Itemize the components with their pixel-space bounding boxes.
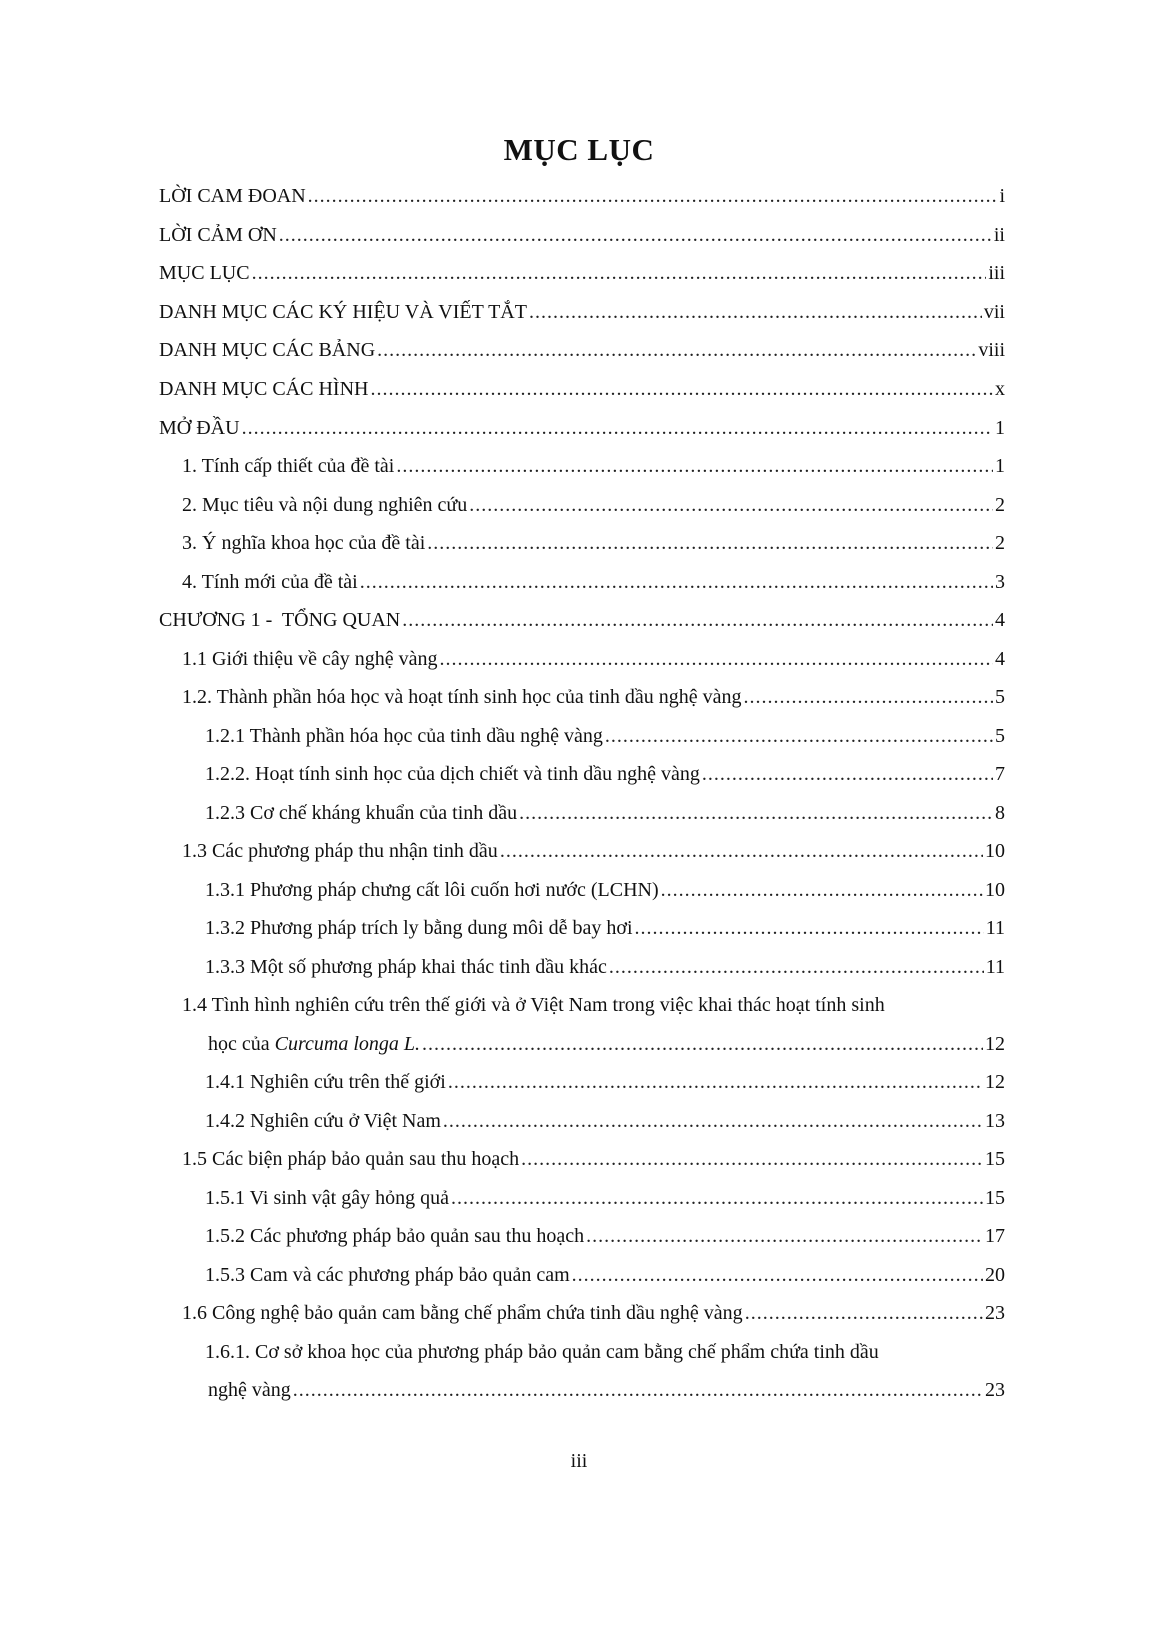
toc-entry-page: x: [995, 378, 1005, 400]
toc-entry-label: 1.2.1 Thành phần hóa học của tinh dầu nghệ vàng: [205, 725, 603, 747]
leader-dots: [242, 414, 993, 442]
toc-entry[interactable]: [208, 1030, 1005, 1058]
toc-entry-page: 11: [985, 917, 1005, 939]
toc-entry-label: 3. Ý nghĩa khoa học của đề tài: [182, 532, 426, 554]
toc-entry[interactable]: [205, 1068, 1005, 1096]
toc-entry-page: 7: [995, 763, 1005, 785]
toc-entry-first-line[interactable]: 1.4 Tình hình nghiên cứu trên thế giới và ở Việt Nam trong việc khai thác hoạt tính sinh: [182, 994, 885, 1016]
leader-dots: [519, 799, 993, 827]
toc-entry-label: 1.5 Các biện pháp bảo quản sau thu hoạch: [182, 1148, 520, 1170]
leader-dots: [500, 837, 983, 865]
toc-entry[interactable]: [182, 568, 1005, 596]
toc-entry-label: nghệ vàng: [208, 1379, 291, 1401]
toc-entry-label: 1.2. Thành phần hóa học và hoạt tính sinh học của tinh dầu nghệ vàng: [182, 686, 742, 708]
toc-entry-label: 1.4.2 Nghiên cứu ở Việt Nam: [205, 1110, 441, 1132]
leader-dots: [635, 914, 984, 942]
toc-entry[interactable]: [159, 298, 1005, 326]
toc-entry[interactable]: [182, 491, 1005, 519]
toc-entry-label: 1.6 Công nghệ bảo quản cam bằng chế phẩm chứa tinh dầu nghệ vàng: [182, 1302, 743, 1324]
toc-entry-page: ii: [993, 224, 1005, 246]
leader-dots: [605, 722, 993, 750]
toc-entry-label: CHƯƠNG 1 - TỔNG QUAN: [159, 609, 401, 631]
toc-entry-label: MỤC LỤC: [159, 262, 250, 284]
toc-entry[interactable]: [159, 336, 1005, 364]
toc-entry-page: 15: [985, 1187, 1005, 1209]
toc-entry-page: 8: [995, 802, 1005, 824]
toc-entry-label: 1.2.3 Cơ chế kháng khuẩn của tinh dầu: [205, 802, 518, 824]
toc-entry-first-line[interactable]: 1.6.1. Cơ sở khoa học của phương pháp bảo quản cam bằng chế phẩm chứa tinh dầu: [205, 1341, 879, 1363]
toc-entry[interactable]: [159, 221, 1005, 249]
toc-entry-page: 12: [985, 1071, 1005, 1093]
toc-entry-label: 1.2.2. Hoạt tính sinh học của dịch chiết và tinh dầu nghệ vàng: [205, 763, 700, 785]
toc-entry-page: 13: [985, 1110, 1005, 1132]
leader-dots: [745, 1299, 983, 1327]
toc-entry-page: 5: [995, 725, 1005, 747]
leader-dots: [443, 1107, 983, 1135]
toc-entry[interactable]: [205, 953, 1005, 981]
toc-entry-label: 2. Mục tiêu và nội dung nghiên cứu: [182, 494, 468, 516]
toc-entry[interactable]: [182, 683, 1005, 711]
leader-dots: [448, 1068, 983, 1096]
toc-entry[interactable]: [159, 182, 1005, 210]
leader-dots: [572, 1261, 983, 1289]
toc-entry[interactable]: [205, 722, 1005, 750]
toc-entry-page: 1: [995, 455, 1005, 477]
toc-entry-label: MỞ ĐẦU: [159, 417, 240, 439]
leader-dots: [377, 336, 976, 364]
toc-entry-label: 1.5.2 Các phương pháp bảo quản sau thu hoạch: [205, 1225, 585, 1247]
toc-entry[interactable]: [159, 606, 1005, 634]
toc-entry[interactable]: [205, 914, 1005, 942]
leader-dots: [586, 1222, 983, 1250]
toc-entry-label: 1. Tính cấp thiết của đề tài: [182, 455, 395, 477]
toc-entry-label: 1.5.1 Vi sinh vật gây hỏng quả: [205, 1187, 449, 1209]
toc-entry-page: 15: [985, 1148, 1005, 1170]
toc-entry-label: 1.1 Giới thiệu về cây nghệ vàng: [182, 648, 438, 670]
page-title: MỤC LỤC: [503, 132, 655, 167]
toc-entry-page: viii: [978, 339, 1005, 361]
leader-dots: [422, 1030, 983, 1058]
leader-dots: [370, 375, 993, 403]
toc-entry[interactable]: [159, 375, 1005, 403]
toc-entry-page: 10: [985, 879, 1005, 901]
toc-entry-label: 1.4.1 Nghiên cứu trên thế giới: [205, 1071, 446, 1093]
toc-entry-label: 1.5.3 Cam và các phương pháp bảo quản cam: [205, 1264, 570, 1286]
toc-entry-label: 4. Tính mới của đề tài: [182, 571, 358, 593]
leader-dots: [396, 452, 993, 480]
toc-entry-label: DANH MỤC CÁC BẢNG: [159, 339, 376, 361]
leader-dots: [402, 606, 993, 634]
toc-entry[interactable]: [182, 645, 1005, 673]
toc-entry-page: 5: [995, 686, 1005, 708]
toc-entry-page: 23: [985, 1302, 1005, 1324]
toc-entry-label-prefix: học của: [208, 1033, 275, 1055]
leader-dots: [744, 683, 993, 711]
toc-entry[interactable]: [159, 414, 1005, 442]
toc-entry-label: LỜI CẢM ƠN: [159, 224, 277, 246]
leader-dots: [451, 1184, 983, 1212]
toc-entry[interactable]: [205, 799, 1005, 827]
leader-dots: [252, 259, 987, 287]
toc-entry-page: 4: [995, 648, 1005, 670]
leader-dots: [427, 529, 993, 557]
toc-entry[interactable]: [205, 760, 1005, 788]
toc-entry-page: 23: [985, 1379, 1005, 1401]
toc-entry[interactable]: [205, 1107, 1005, 1135]
toc-entry-page: 1: [995, 417, 1005, 439]
toc-entry-page: i: [999, 185, 1005, 207]
toc-entry-label: LỜI CAM ĐOAN: [159, 185, 306, 207]
toc-entry[interactable]: [205, 1184, 1005, 1212]
toc-entry-label: 1.3.2 Phương pháp trích ly bằng dung môi dễ bay hơi: [205, 917, 633, 939]
toc-entry-label: 1.3.1 Phương pháp chưng cất lôi cuốn hơi nước (LCHN): [205, 879, 659, 901]
toc-entry-page: 4: [995, 609, 1005, 631]
toc-entry-page: 11: [985, 956, 1005, 978]
page-number-footer: iii: [570, 1450, 588, 1472]
toc-entry-label: 1.3 Các phương pháp thu nhận tinh dầu: [182, 840, 498, 862]
leader-dots: [360, 568, 993, 596]
toc-entry[interactable]: [205, 1261, 1005, 1289]
toc-entry-label: DANH MỤC CÁC KÝ HIỆU VÀ VIẾT TẮT: [159, 301, 527, 323]
toc-entry-page: 17: [985, 1225, 1005, 1247]
toc-entry-page: 2: [995, 494, 1005, 516]
toc-entry-label: DANH MỤC CÁC HÌNH: [159, 378, 369, 400]
toc-entry-page: 3: [995, 571, 1005, 593]
leader-dots: [440, 645, 993, 673]
leader-dots: [521, 1145, 983, 1173]
toc-entry-page: 20: [985, 1264, 1005, 1286]
toc-entry-page: 12: [985, 1033, 1005, 1055]
toc-entry[interactable]: [208, 1376, 1005, 1404]
toc-entry[interactable]: [159, 259, 1005, 287]
toc-entry[interactable]: [182, 837, 1005, 865]
toc-entry[interactable]: [205, 876, 1005, 904]
toc-entry-page: vii: [983, 301, 1005, 323]
leader-dots: [308, 182, 998, 210]
leader-dots: [293, 1376, 983, 1404]
leader-dots: [279, 221, 992, 249]
toc-entry[interactable]: [205, 1222, 1005, 1250]
leader-dots: [609, 953, 984, 981]
toc-entry-page: 10: [985, 840, 1005, 862]
leader-dots: [661, 876, 983, 904]
toc-entry-page: 2: [995, 532, 1005, 554]
leader-dots: [529, 298, 982, 326]
toc-entry[interactable]: [182, 1299, 1005, 1327]
toc-entry[interactable]: [182, 529, 1005, 557]
toc-entry-page: iii: [988, 262, 1005, 284]
toc-entry[interactable]: [182, 1145, 1005, 1173]
toc-entry-label: [208, 1030, 420, 1058]
leader-dots: [469, 491, 993, 519]
toc-entry-label: 1.3.3 Một số phương pháp khai thác tinh dầu khác: [205, 956, 607, 978]
toc-entry[interactable]: [182, 452, 1005, 480]
leader-dots: [702, 760, 993, 788]
species-name: Curcuma longa L.: [274, 1033, 421, 1055]
